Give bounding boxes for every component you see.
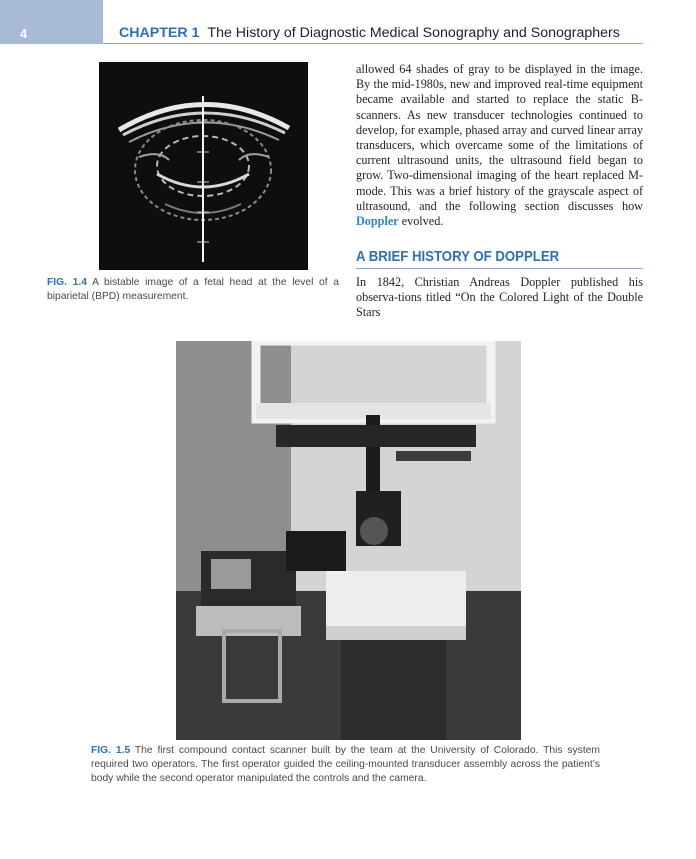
header-rule xyxy=(103,43,643,44)
chapter-title: The History of Diagnostic Medical Sonography and Sonographers xyxy=(207,25,620,41)
figure-1-5-caption xyxy=(91,744,600,786)
body-paragraph-1 xyxy=(356,62,643,229)
key-term-doppler[interactable]: Doppler xyxy=(356,214,399,229)
body-paragraph-1-text: allowed 64 shades of gray to be displayed in the image. By the mid-1980s, new and improved real-time equipment became available and started to replace the static B-scanners. As new transducer technologies continued to develop, for example, phased array and curved linear array transducers, which overcame some of the limitations of current ultrasound units, the ultrasound field began to grow. Two-dimensional imaging of the heart replaced M-mode. This was a brief history of the grayscale aspect of ultrasound, and the following section discusses how xyxy=(356,62,643,213)
section-heading: A BRIEF HISTORY OF DOPPLER xyxy=(356,248,560,265)
figure-1-5-caption-text: The first compound contact scanner built by the team at the University of Colorado. This system required two operators. The first operator guided the ceiling-mounted transducer assembly across the patient’s body while the second operator manipulated the controls and the camera. xyxy=(91,745,600,784)
chapter-label: CHAPTER 1 xyxy=(119,25,200,41)
figure-1-4-label: FIG. 1.4 xyxy=(47,277,87,288)
body-paragraph-1-end: evolved. xyxy=(401,214,444,229)
figure-1-4-caption xyxy=(47,276,339,304)
page-number: 4 xyxy=(20,26,28,41)
figure-1-4-image xyxy=(99,62,308,270)
figure-1-5-label: FIG. 1.5 xyxy=(91,745,131,756)
section-heading-rule xyxy=(356,268,643,269)
figure-1-4-caption-text: A bistable image of a fetal head at the level of a biparietal (BPD) measurement. xyxy=(47,277,339,302)
figure-1-5-image xyxy=(176,341,521,740)
body-paragraph-2: In 1842, Christian Andreas Doppler published his observa-tions titled “On the Colored Light of the Double Stars xyxy=(356,275,643,320)
running-head xyxy=(119,25,620,41)
page-number-tab xyxy=(0,0,103,44)
fetal-head-ultrasound-graphic xyxy=(99,62,308,270)
compound-scanner-photo-graphic xyxy=(176,341,521,740)
